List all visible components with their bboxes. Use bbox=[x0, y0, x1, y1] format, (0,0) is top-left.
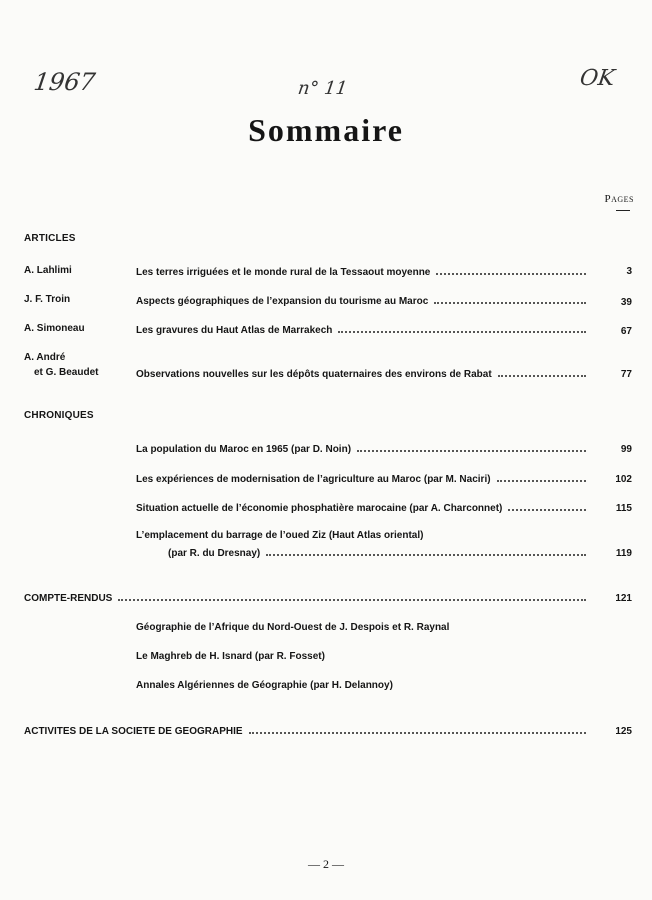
entry-title: Observations nouvelles sur les dépôts quaternaires des environs de Rabat bbox=[136, 369, 492, 380]
entry-title: Aspects géographiques de l’expansion du tourisme au Maroc bbox=[136, 296, 429, 307]
toc-entry-compte-rendus[interactable] bbox=[24, 590, 586, 604]
section-heading-activites: ACTIVITES DE LA SOCIETE DE GEOGRAPHIE bbox=[24, 726, 243, 737]
toc-entry[interactable] bbox=[136, 366, 586, 380]
page-number: 125 bbox=[615, 726, 632, 737]
leader-dots bbox=[266, 545, 586, 556]
leader-dots bbox=[118, 590, 586, 601]
article-author: A. Simoneau bbox=[24, 323, 85, 334]
toc-entry[interactable] bbox=[136, 500, 586, 514]
entry-title: Les gravures du Haut Atlas de Marrakech bbox=[136, 325, 333, 336]
section-heading-articles: ARTICLES bbox=[24, 233, 76, 244]
article-author: et G. Beaudet bbox=[34, 367, 99, 378]
page-footer-number: — 2 — bbox=[308, 857, 344, 871]
handwritten-year: 1967 bbox=[32, 68, 98, 96]
page-number: 39 bbox=[620, 297, 632, 308]
handwritten-ok-mark: OK bbox=[578, 66, 617, 91]
entry-title: Les terres irriguées et le monde rural de la Tessaout moyenne bbox=[136, 267, 431, 278]
page-number: 3 bbox=[626, 266, 632, 277]
toc-entry[interactable] bbox=[136, 441, 586, 455]
leader-dots bbox=[249, 723, 586, 734]
entry-title-line1[interactable]: L’emplacement du barrage de l’oued Ziz (Haut Atlas oriental) bbox=[136, 530, 424, 541]
leader-dots bbox=[357, 441, 586, 452]
toc-entry[interactable] bbox=[136, 293, 586, 307]
page-number: 119 bbox=[615, 548, 632, 559]
toc-entry[interactable] bbox=[136, 471, 586, 485]
leader-dots bbox=[508, 500, 586, 511]
article-author: J. F. Troin bbox=[24, 294, 71, 305]
review-item[interactable]: Le Maghreb de H. Isnard (par R. Fosset) bbox=[136, 651, 325, 662]
leader-dots bbox=[498, 366, 586, 377]
article-author: A. Lahlimi bbox=[24, 265, 72, 276]
page-number: 77 bbox=[620, 369, 632, 380]
page-title: Sommaire bbox=[248, 112, 404, 148]
page-number: 121 bbox=[615, 593, 632, 604]
section-heading-compte-rendus: COMPTE-RENDUS bbox=[24, 593, 113, 604]
leader-dots bbox=[434, 293, 586, 304]
article-author: A. André bbox=[24, 352, 66, 363]
page-number: 99 bbox=[620, 444, 632, 455]
pages-column-label: Pages bbox=[604, 193, 634, 205]
entry-title: La population du Maroc en 1965 (par D. Noin) bbox=[136, 444, 352, 455]
toc-entry[interactable] bbox=[136, 264, 586, 278]
pages-underline bbox=[616, 210, 630, 211]
review-item[interactable]: Annales Algériennes de Géographie (par H. Delannoy) bbox=[136, 680, 393, 691]
leader-dots bbox=[338, 322, 586, 333]
leader-dots bbox=[436, 264, 586, 275]
toc-entry[interactable] bbox=[168, 545, 586, 559]
entry-title: Les expériences de modernisation de l’agriculture au Maroc (par M. Naciri) bbox=[136, 474, 491, 485]
toc-entry-activites[interactable] bbox=[24, 723, 586, 737]
page-number: 67 bbox=[620, 326, 632, 337]
entry-title-line2: (par R. du Dresnay) bbox=[168, 548, 261, 559]
page-number: 115 bbox=[615, 503, 632, 514]
section-heading-chroniques: CHRONIQUES bbox=[24, 410, 94, 421]
page-number: 102 bbox=[615, 474, 632, 485]
leader-dots bbox=[497, 471, 586, 482]
handwritten-issue-number: n° 11 bbox=[296, 78, 349, 99]
review-item[interactable]: Géographie de l’Afrique du Nord-Ouest de J. Despois et R. Raynal bbox=[136, 622, 450, 633]
toc-entry[interactable] bbox=[136, 322, 586, 336]
entry-title: Situation actuelle de l’économie phosphatière marocaine (par A. Charconnet) bbox=[136, 503, 503, 514]
